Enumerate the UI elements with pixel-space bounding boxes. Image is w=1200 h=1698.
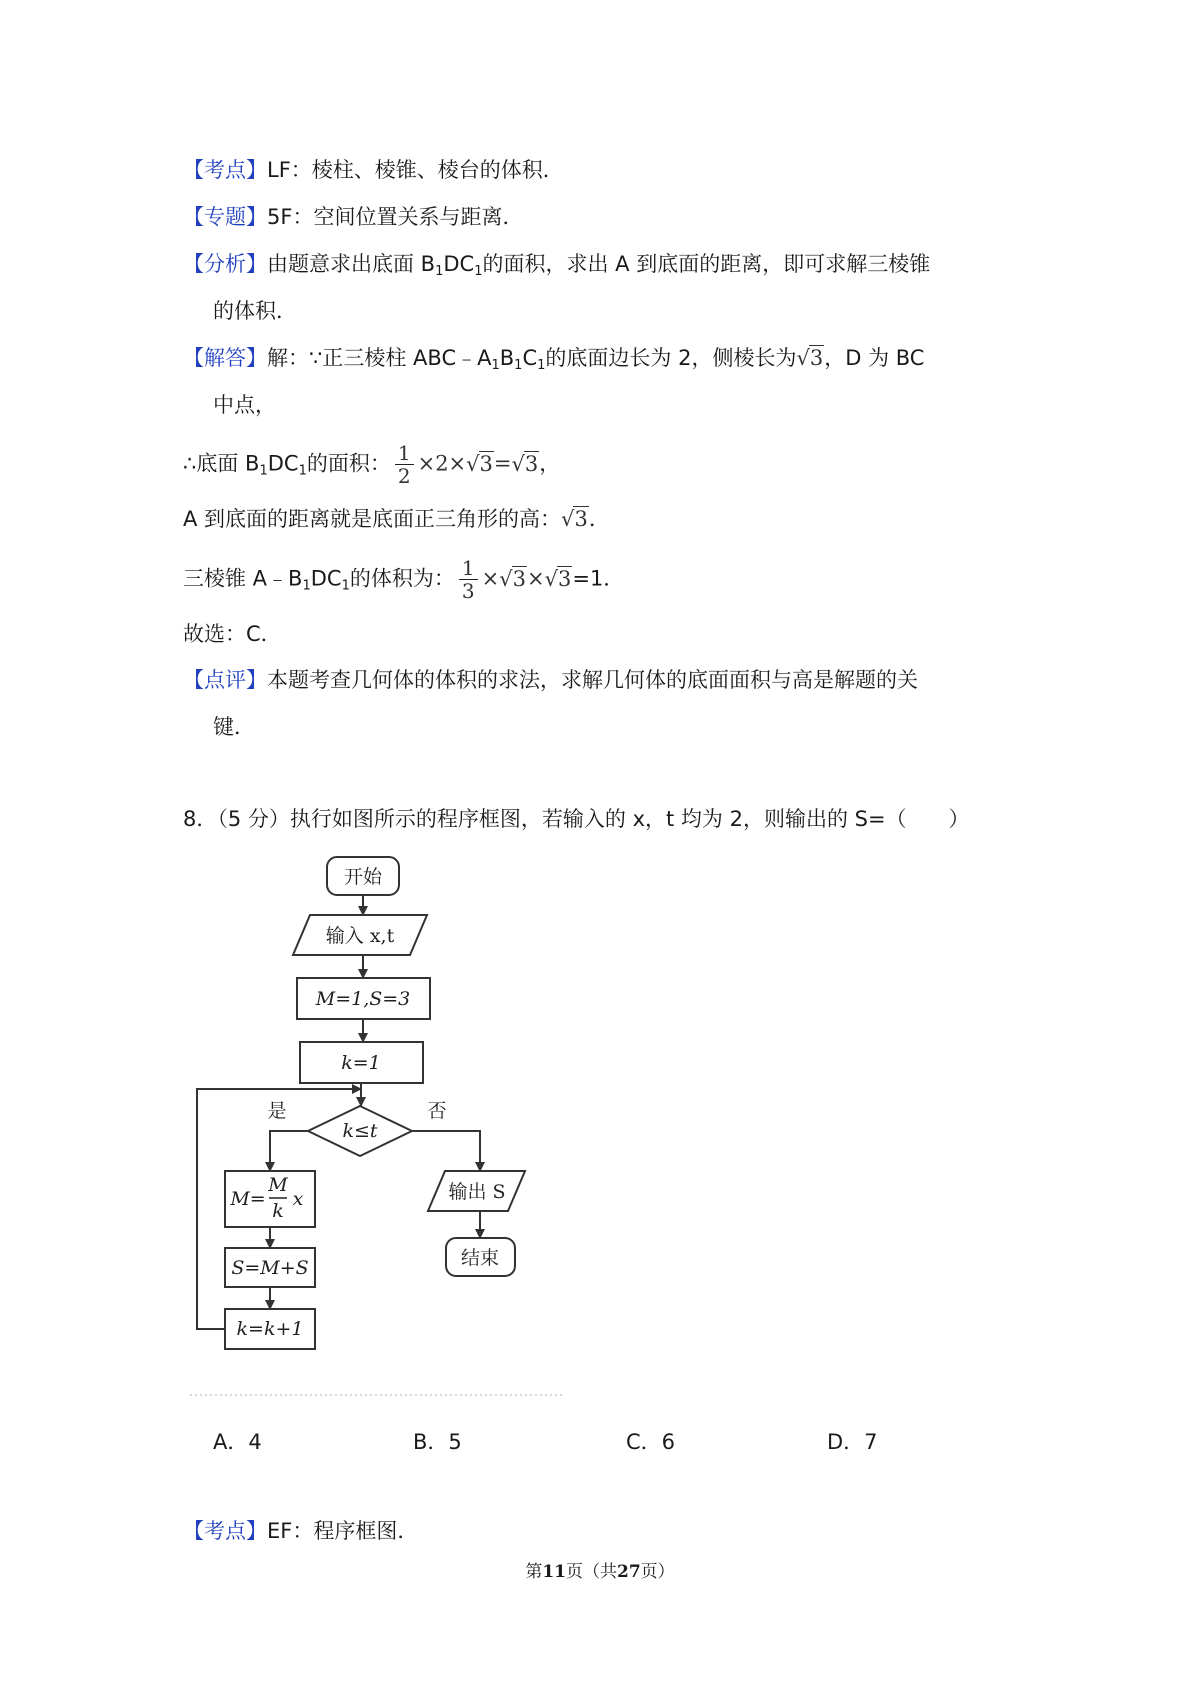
vol-eq: =1． [572, 566, 625, 591]
dianping-tag: 【点评】 [183, 668, 267, 692]
option-a[interactable]: A．4 [213, 1430, 262, 1454]
area-text-1: ∴底面 B [183, 451, 260, 476]
subscript: 1 [302, 578, 311, 594]
input-label: 输入 x,t [325, 925, 395, 947]
fenxi-text-4: 的体积． [213, 299, 297, 323]
subscript: 1 [341, 578, 350, 594]
page-number: 11 [542, 1562, 566, 1582]
assign-s-label: S=M+S [231, 1257, 309, 1279]
choice-text: 故选：C． [183, 622, 282, 646]
dist-line [183, 504, 610, 534]
no-label: 否 [427, 1100, 447, 1122]
volume-line [183, 557, 624, 602]
subscript: 1 [514, 358, 523, 373]
next-kaodian-text: EF：程序框图． [267, 1519, 419, 1543]
vol-times: × [526, 566, 545, 591]
program-flowchart [180, 855, 580, 1400]
fraction-third: $\frac{1}{3}$ [459, 557, 478, 602]
jieda-text-3: C [522, 346, 538, 370]
sqrt-3: √3 [796, 346, 824, 370]
next-kaodian-tag: 【考点】 [183, 1519, 267, 1543]
kaodian-line [183, 155, 564, 185]
sqrt-3: √3 [499, 566, 526, 591]
page-footer [0, 1559, 1200, 1585]
subscript: 1 [474, 264, 483, 279]
footer-middle: 页（共 [566, 1562, 617, 1582]
option-b[interactable]: B．5 [413, 1430, 462, 1454]
area-line: ∴底面 $B_1DC_1$的面积： $\frac{1}{2}$ ×2×√3=√3， [183, 441, 561, 488]
subscript: 1 [259, 463, 268, 479]
sqrt-3: √3 [511, 451, 539, 476]
init-label: M=1,S=3 [315, 988, 411, 1010]
vol-text-1: 三棱锥 A﹣B [183, 566, 303, 591]
end-label: 结束 [460, 1247, 500, 1269]
vol-times: × [481, 566, 500, 591]
total-pages: 27 [617, 1562, 641, 1582]
zhuanti-text: 5F：空间位置关系与距离． [267, 205, 524, 229]
option-d[interactable]: D．7 [827, 1430, 878, 1454]
fenxi-line [183, 249, 930, 287]
dianping-line [183, 665, 918, 695]
kaodian-text: LF：棱柱、棱锥、棱台的体积． [267, 158, 564, 182]
vol-text-2: DC [310, 566, 342, 591]
area-text-3: 的面积： [306, 451, 391, 476]
k-init-label: k=1 [341, 1052, 381, 1074]
jieda-text-4: 的底面边长为 2，侧棱长为 [545, 346, 797, 370]
area-text-2: DC [267, 451, 299, 476]
area-times: ×2× [417, 451, 467, 476]
jieda-text-6: 中点， [213, 393, 276, 417]
fraction-half: $\frac{1}{2}$ [395, 442, 414, 487]
jieda-text-2: B [499, 346, 515, 370]
zhuanti-line [183, 202, 523, 232]
fenxi-tag: 【分析】 [183, 252, 267, 276]
subscript: 1 [435, 264, 444, 279]
option-c[interactable]: C．6 [626, 1430, 676, 1454]
increment-label: k=k+1 [236, 1318, 304, 1340]
question-8 [183, 804, 970, 834]
dianping-text-2: 键． [213, 715, 255, 739]
start-label: 开始 [343, 866, 383, 888]
subscript: 1 [491, 358, 500, 373]
kaodian-tag: 【考点】 [183, 158, 267, 182]
yes-label: 是 [267, 1100, 287, 1122]
dist-text: A 到底面的距离就是底面正三角形的高： [183, 507, 562, 531]
period: ． [588, 507, 610, 531]
zhuanti-tag: 【专题】 [183, 205, 267, 229]
jieda-tag: 【解答】 [183, 346, 267, 370]
next-kaodian-line [183, 1516, 418, 1546]
assign-m-num: M [268, 1174, 288, 1196]
jieda-text-1: 解：∵正三棱柱 ABC﹣A [267, 346, 492, 370]
sqrt-3: √3 [561, 507, 588, 531]
output-label: 输出 S [448, 1181, 506, 1203]
footer-suffix: 页） [640, 1562, 675, 1582]
dianping-line-2 [213, 712, 255, 742]
jieda-text-5: ，D 为 BC [824, 346, 925, 370]
assign-m-suffix: x [292, 1188, 304, 1210]
jieda-line-2 [213, 390, 276, 420]
vol-text-3: 的体积为： [349, 566, 455, 591]
subscript: 1 [537, 358, 546, 373]
sqrt-3: √3 [544, 566, 572, 591]
fenxi-line-2 [213, 296, 297, 326]
fenxi-text-1: 由题意求出底面 B [267, 252, 436, 276]
jieda-line [183, 343, 924, 381]
sqrt-3: √3 [466, 451, 493, 476]
question-text: 8．（5 分）执行如图所示的程序框图，若输入的 x，t 均为 2，则输出的 S=（ ） [183, 807, 970, 831]
subscript: 1 [298, 463, 307, 479]
condition-label: k≤t [342, 1120, 378, 1142]
dianping-text-1: 本题考查几何体的体积的求法，求解几何体的底面面积与高是解题的关 [267, 668, 918, 692]
footer-prefix: 第 [525, 1562, 543, 1582]
fenxi-text-2: DC [443, 252, 475, 276]
assign-m-prefix: M= [230, 1188, 266, 1210]
area-eq: = [493, 451, 512, 476]
choice-line [183, 619, 282, 649]
assign-m-den: k [272, 1200, 284, 1222]
answer-options [213, 1427, 913, 1457]
fenxi-text-3: 的面积，求出 A 到底面的距离，即可求解三棱锥 [482, 252, 931, 276]
